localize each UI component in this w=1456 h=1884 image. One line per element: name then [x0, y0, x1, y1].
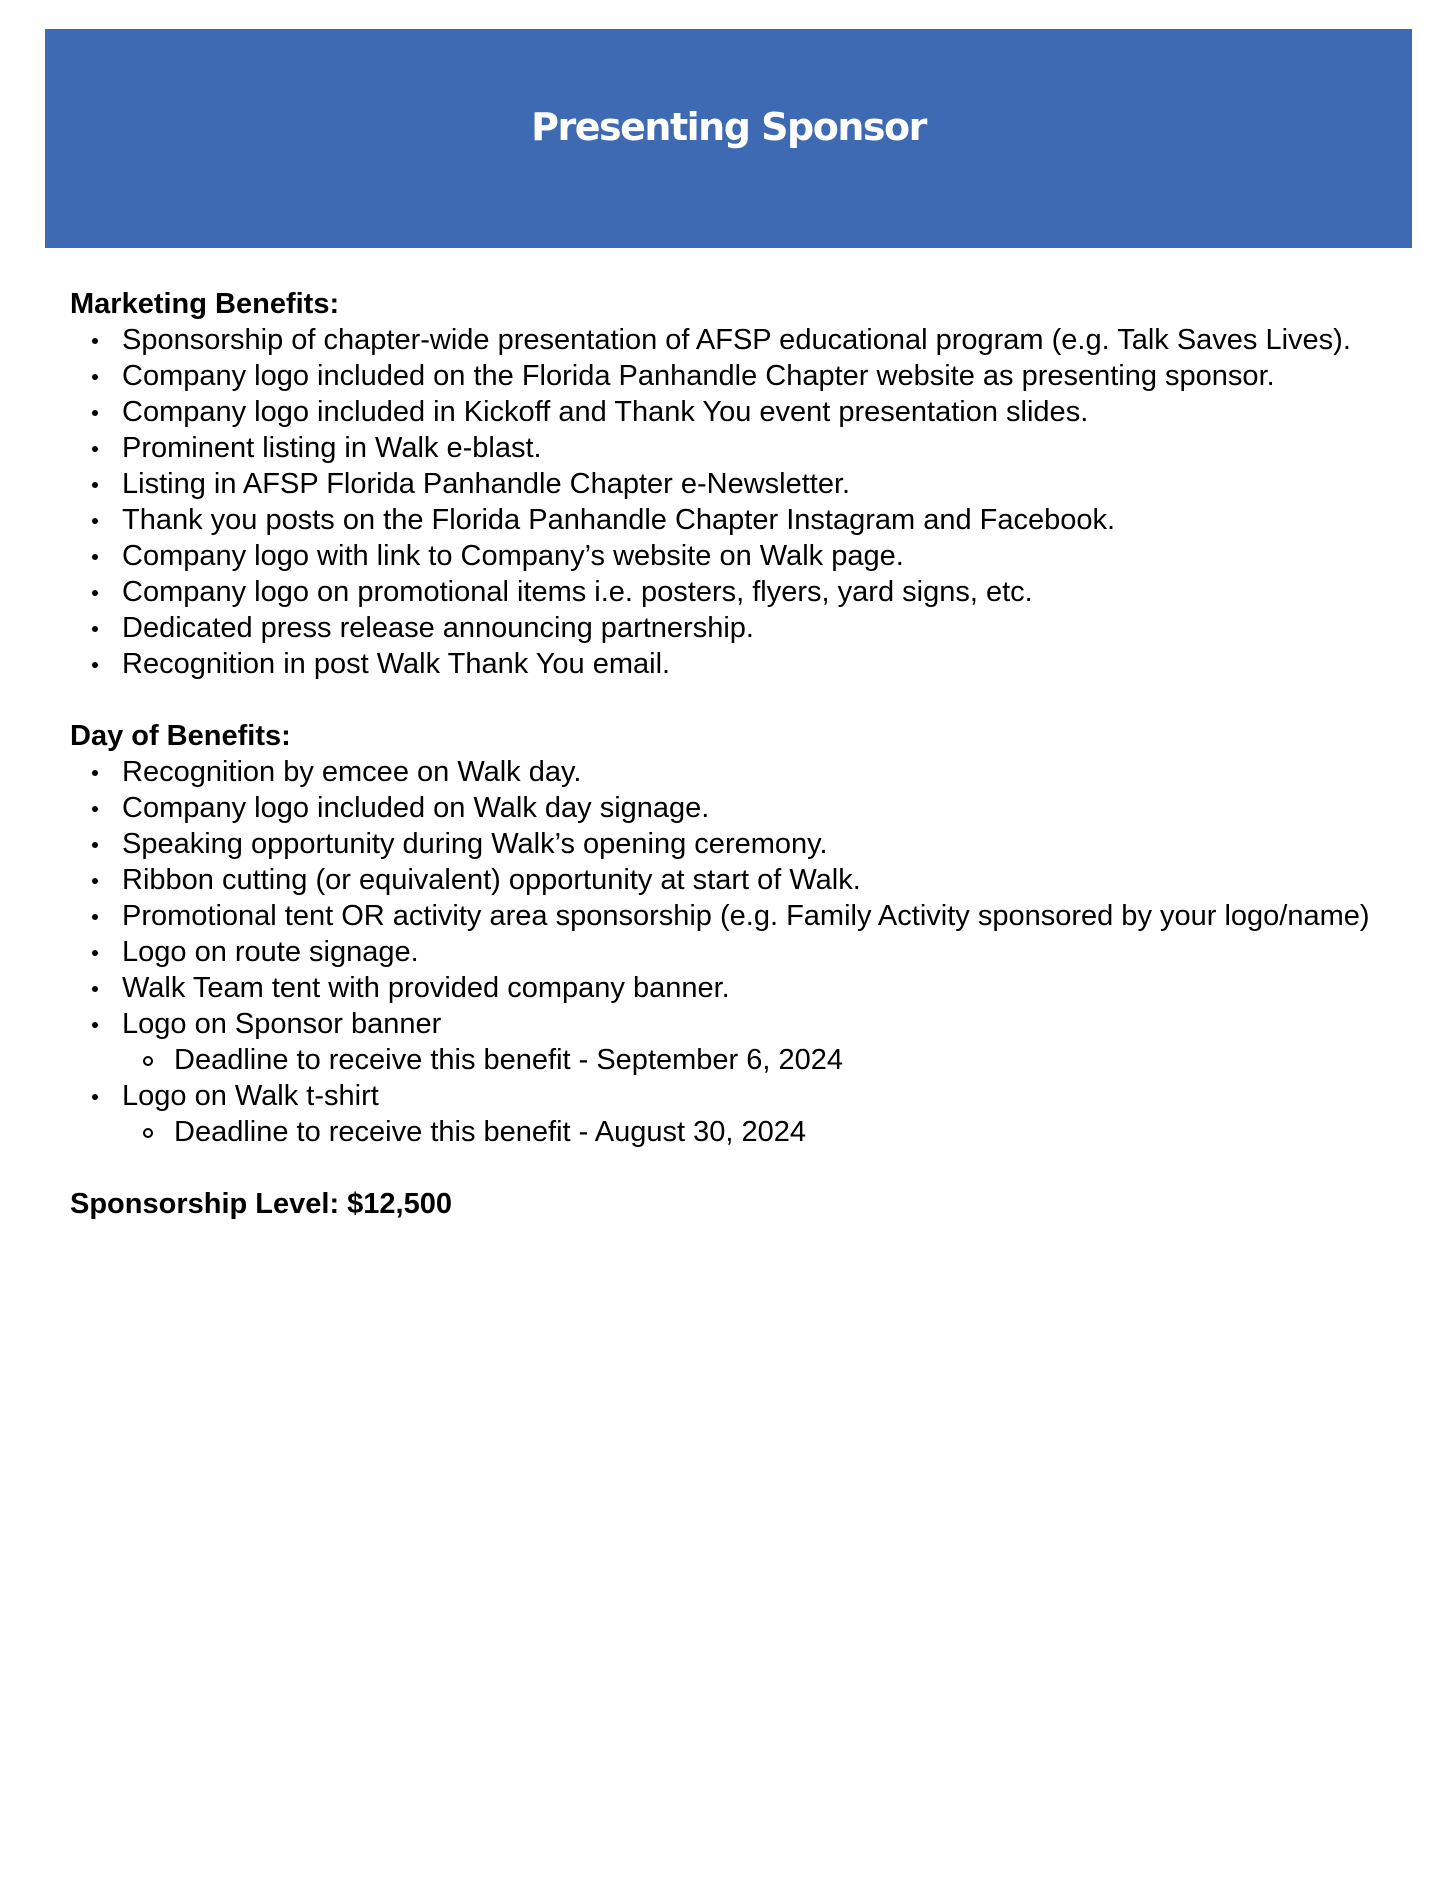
section-spacer — [70, 1150, 1390, 1186]
marketing-benefits-list — [70, 322, 1390, 682]
list-item: Company logo included in Kickoff and Thank You event presentation slides. — [122, 394, 1390, 430]
deadline-note: Deadline to receive this benefit - September 6, 2024 — [174, 1042, 1390, 1078]
list-item: Thank you posts on the Florida Panhandle Chapter Instagram and Facebook. — [122, 502, 1390, 538]
list-item: Promotional tent OR activity area sponsorship (e.g. Family Activity sponsored by your logo/name) — [122, 898, 1390, 934]
list-item: Company logo on promotional items i.e. posters, flyers, yard signs, etc. — [122, 574, 1390, 610]
list-item: Recognition by emcee on Walk day. — [122, 754, 1390, 790]
list-item — [122, 1006, 1390, 1078]
sub-list — [122, 1042, 1390, 1078]
benefits-content — [70, 286, 1390, 1222]
list-item: Prominent listing in Walk e-blast. — [122, 430, 1390, 466]
sponsorship-level: Sponsorship Level: $12,500 — [70, 1188, 452, 1220]
deadline-note: Deadline to receive this benefit - August 30, 2024 — [174, 1114, 1390, 1150]
list-item: Recognition in post Walk Thank You email. — [122, 646, 1390, 682]
list-item-text: Logo on Sponsor banner — [122, 1008, 442, 1040]
day-of-benefits-heading: Day of Benefits: — [70, 720, 291, 752]
list-item — [122, 1078, 1390, 1150]
sub-list — [122, 1114, 1390, 1150]
day-of-benefits-list — [70, 754, 1390, 1150]
list-item-text: Logo on Walk t-shirt — [122, 1080, 379, 1112]
page-title: Presenting Sponsor — [531, 104, 926, 149]
section-spacer — [70, 682, 1390, 718]
list-item: Sponsorship of chapter-wide presentation of AFSP educational program (e.g. Talk Saves Lives). — [122, 322, 1390, 358]
list-item: Walk Team tent with provided company banner. — [122, 970, 1390, 1006]
list-item: Speaking opportunity during Walk’s opening ceremony. — [122, 826, 1390, 862]
list-item: Ribbon cutting (or equivalent) opportunity at start of Walk. — [122, 862, 1390, 898]
title-banner — [45, 29, 1412, 248]
list-item: Company logo included on the Florida Panhandle Chapter website as presenting sponsor. — [122, 358, 1390, 394]
list-item: Company logo included on Walk day signage. — [122, 790, 1390, 826]
list-item: Company logo with link to Company’s website on Walk page. — [122, 538, 1390, 574]
list-item: Listing in AFSP Florida Panhandle Chapter e-Newsletter. — [122, 466, 1390, 502]
list-item: Dedicated press release announcing partnership. — [122, 610, 1390, 646]
marketing-benefits-heading: Marketing Benefits: — [70, 288, 340, 320]
list-item: Logo on route signage. — [122, 934, 1390, 970]
